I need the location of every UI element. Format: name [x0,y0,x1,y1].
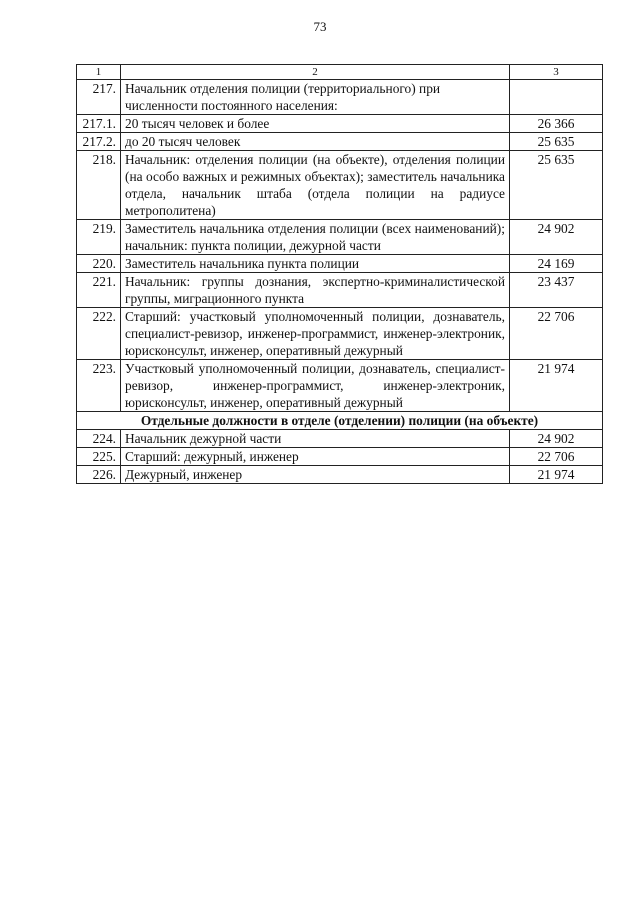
section-title: Отдельные должности в отделе (отделении) полиции (на объекте) [77,412,603,430]
row-number: 224. [77,430,121,448]
position-title: Старший: дежурный, инженер [121,448,510,466]
table-row [77,80,603,115]
salary-value: 21 974 [510,466,603,484]
salary-value: 26 366 [510,115,603,133]
row-number: 225. [77,448,121,466]
row-number: 221. [77,273,121,308]
row-number: 217.2. [77,133,121,151]
table-row [77,220,603,255]
salary-value: 23 437 [510,273,603,308]
position-title: 20 тысяч человек и более [121,115,510,133]
table-row [77,430,603,448]
salary-value: 24 169 [510,255,603,273]
table-row [77,115,603,133]
salary-value: 22 706 [510,308,603,360]
row-number: 226. [77,466,121,484]
salary-table [76,64,603,484]
table-row [77,448,603,466]
position-title: Дежурный, инженер [121,466,510,484]
table-row [77,133,603,151]
salary-value: 24 902 [510,220,603,255]
table-row [77,273,603,308]
row-number: 217. [77,80,121,115]
column-header-salary: 3 [510,65,603,80]
table-row [77,151,603,220]
position-title: Заместитель начальника отделения полиции (всех наименований); начальник: пункта полиции, дежурной части [121,220,510,255]
salary-value [510,80,603,115]
salary-value: 24 902 [510,430,603,448]
row-number: 222. [77,308,121,360]
salary-value: 25 635 [510,151,603,220]
row-number: 217.1. [77,115,121,133]
salary-value: 22 706 [510,448,603,466]
position-title: Участковый уполномоченный полиции, дознаватель, специалист-ревизор, инженер-программист, инженер-электроник, юрисконсульт, инженер, оперативный дежурный [121,360,510,412]
table-row [77,308,603,360]
position-title: Старший: участковый уполномоченный полиции, дознаватель, специалист-ревизор, инженер-программист, инженер-электроник, юрисконсульт, инженер, оперативный дежурный [121,308,510,360]
column-header-number: 1 [77,65,121,80]
column-header-position: 2 [121,65,510,80]
row-number: 218. [77,151,121,220]
row-number: 219. [77,220,121,255]
position-title: Заместитель начальника пункта полиции [121,255,510,273]
position-title: Начальник: отделения полиции (на объекте), отделения полиции (на особо важных и режимных объектах); заместитель начальника отдела, начальник штаба (отдела полиции на радиусе метрополитена) [121,151,510,220]
table-header-row [77,65,603,80]
section-row [77,412,603,430]
position-title: до 20 тысяч человек [121,133,510,151]
position-title: Начальник: группы дознания, экспертно-криминалистической группы, миграционного пункта [121,273,510,308]
salary-value: 25 635 [510,133,603,151]
page-number: 73 [313,19,327,34]
position-title: Начальник дежурной части [121,430,510,448]
position-title: Начальник отделения полиции (территориального) при численности постоянного населения: [121,80,510,115]
table-row [77,466,603,484]
row-number: 220. [77,255,121,273]
row-number: 223. [77,360,121,412]
table-row [77,360,603,412]
salary-table-body [77,65,603,484]
salary-value: 21 974 [510,360,603,412]
table-row [77,255,603,273]
